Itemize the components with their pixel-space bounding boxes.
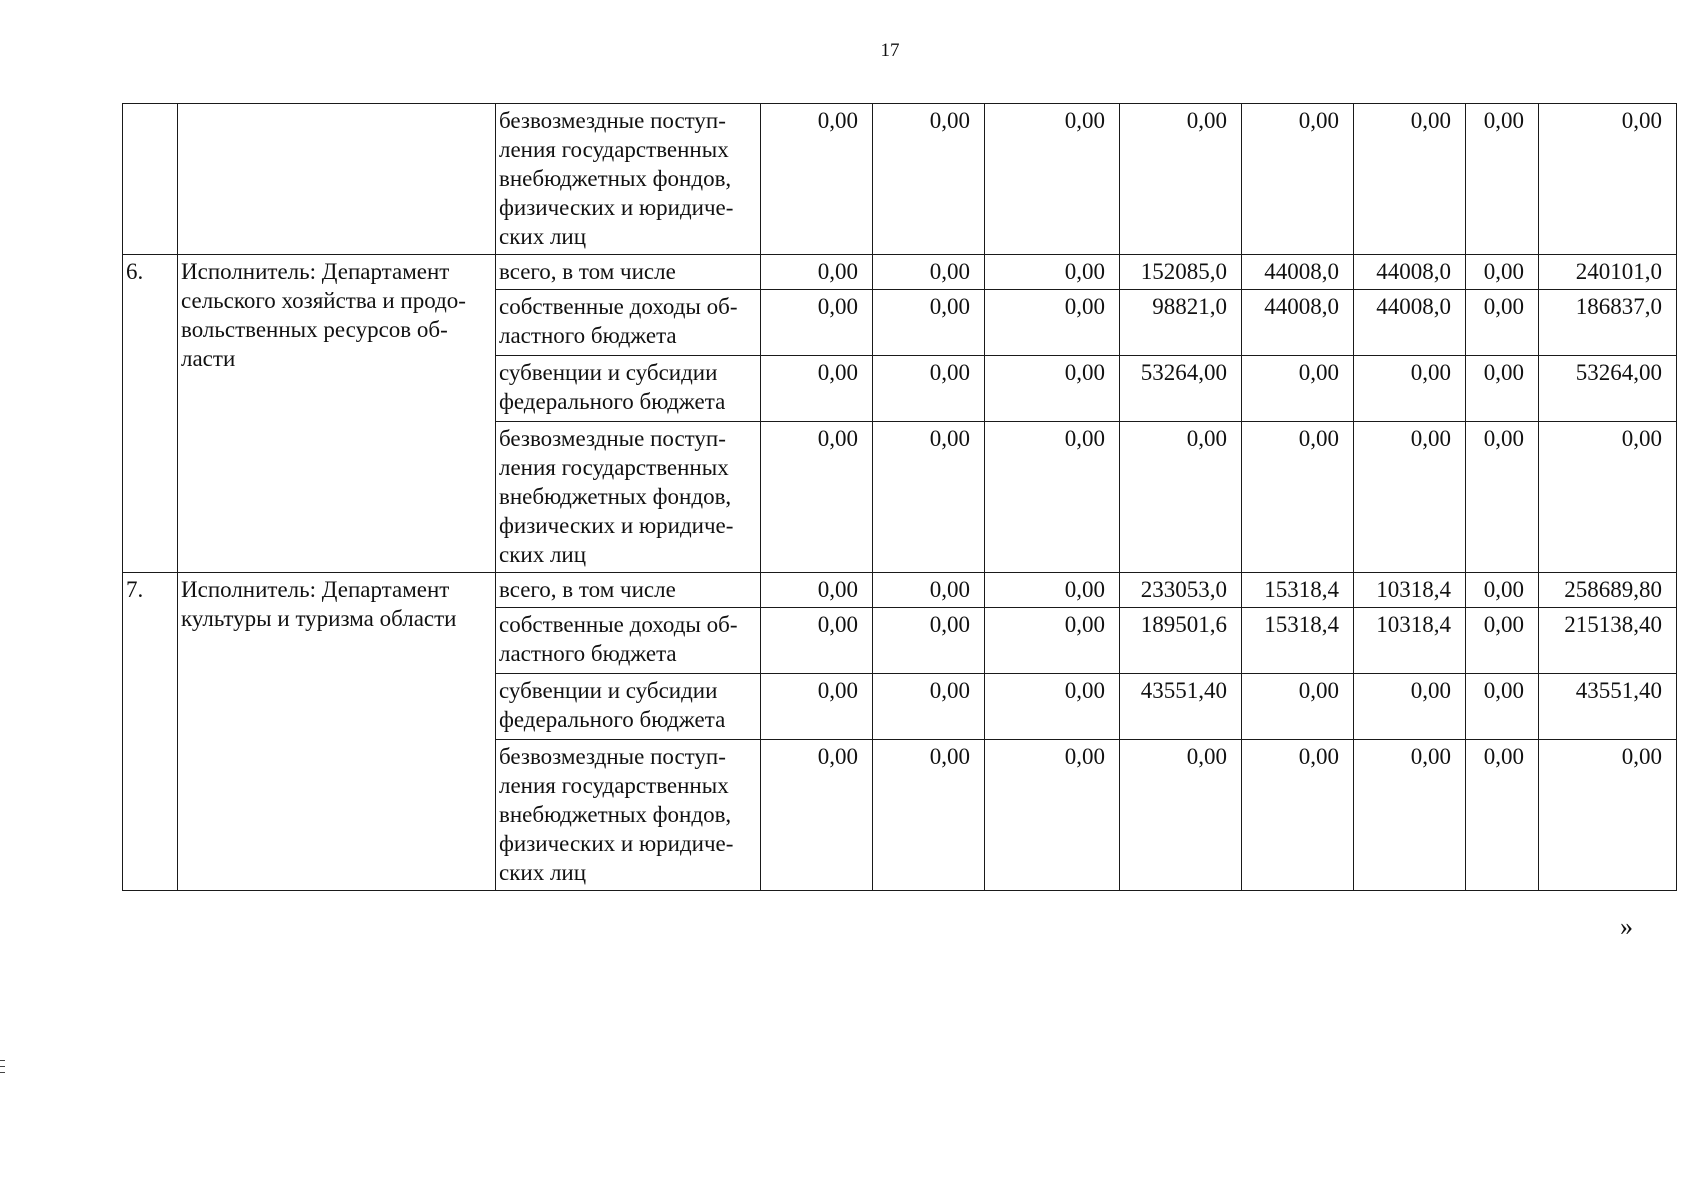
amount-cell: 0,00 (761, 608, 873, 674)
funding-source-cell: субвенции и субсидии федерального бюджета (496, 674, 761, 740)
amount-cell: 0,00 (873, 290, 985, 356)
executor-cell: Исполнитель: Департамент сельского хозяйства и продо-вольственных ресурсов об-ласти (178, 255, 496, 573)
amount-cell: 0,00 (761, 740, 873, 891)
funding-source-cell: субвенции и субсидии федерального бюджета (496, 356, 761, 422)
table-row (123, 255, 1677, 290)
amount-cell: 53264,00 (1120, 356, 1242, 422)
amount-cell: 0,00 (873, 573, 985, 608)
amount-cell: 0,00 (761, 573, 873, 608)
amount-cell: 15318,4 (1242, 608, 1354, 674)
amount-cell: 44008,0 (1354, 255, 1466, 290)
amount-cell: 0,00 (1539, 740, 1677, 891)
amount-cell: 0,00 (873, 356, 985, 422)
amount-cell: 0,00 (873, 740, 985, 891)
amount-cell: 0,00 (761, 422, 873, 573)
row-number-cell: 6. (123, 255, 178, 573)
amount-cell: 44008,0 (1354, 290, 1466, 356)
amount-cell: 98821,0 (1120, 290, 1242, 356)
funding-source-cell: всего, в том числе (496, 255, 761, 290)
amount-cell: 0,00 (761, 104, 873, 255)
row-number-cell: 7. (123, 573, 178, 891)
funding-source-cell: собственные доходы об-ластного бюджета (496, 608, 761, 674)
page-number: 17 (880, 40, 900, 61)
amount-cell: 0,00 (1242, 674, 1354, 740)
table-row (123, 104, 1677, 255)
amount-cell: 0,00 (1354, 356, 1466, 422)
amount-cell: 0,00 (985, 674, 1120, 740)
amount-cell: 0,00 (1354, 104, 1466, 255)
funding-source-cell: безвозмездные поступ-ления государственных внебюджетных фондов, физических и юридиче-ских лиц (496, 422, 761, 573)
funding-source-cell: безвозмездные поступ-ления государственных внебюджетных фондов, физических и юридиче-ских лиц (496, 104, 761, 255)
amount-cell: 43551,40 (1120, 674, 1242, 740)
amount-cell: 15318,4 (1242, 573, 1354, 608)
amount-cell: 0,00 (985, 608, 1120, 674)
amount-cell: 0,00 (1466, 740, 1539, 891)
amount-cell: 10318,4 (1354, 608, 1466, 674)
amount-cell: 240101,0 (1539, 255, 1677, 290)
amount-cell: 0,00 (1242, 356, 1354, 422)
amount-cell: 0,00 (1466, 356, 1539, 422)
executor-cell (178, 104, 496, 255)
amount-cell: 0,00 (873, 674, 985, 740)
amount-cell: 0,00 (1242, 422, 1354, 573)
amount-cell: 0,00 (1466, 608, 1539, 674)
amount-cell: 0,00 (873, 104, 985, 255)
amount-cell: 44008,0 (1242, 255, 1354, 290)
amount-cell: 44008,0 (1242, 290, 1354, 356)
amount-cell: 0,00 (1354, 674, 1466, 740)
amount-cell: 0,00 (1242, 740, 1354, 891)
amount-cell: 0,00 (761, 356, 873, 422)
funding-source-cell: собственные доходы об-ластного бюджета (496, 290, 761, 356)
budget-table (122, 103, 1677, 891)
amount-cell: 258689,80 (1539, 573, 1677, 608)
amount-cell: 43551,40 (1539, 674, 1677, 740)
funding-source-cell: всего, в том числе (496, 573, 761, 608)
amount-cell: 0,00 (1466, 290, 1539, 356)
executor-cell: Исполнитель: Департамент культуры и туризма области (178, 573, 496, 891)
amount-cell: 0,00 (1466, 255, 1539, 290)
amount-cell: 0,00 (1120, 104, 1242, 255)
amount-cell: 189501,6 (1120, 608, 1242, 674)
amount-cell: 0,00 (985, 356, 1120, 422)
amount-cell: 0,00 (1466, 674, 1539, 740)
row-number-cell (123, 104, 178, 255)
closing-quote-mark: » (1620, 912, 1633, 941)
amount-cell: 0,00 (873, 608, 985, 674)
amount-cell: 186837,0 (1539, 290, 1677, 356)
amount-cell: 215138,40 (1539, 608, 1677, 674)
amount-cell: 0,00 (985, 740, 1120, 891)
amount-cell: 0,00 (985, 422, 1120, 573)
amount-cell: 0,00 (1354, 740, 1466, 891)
amount-cell: 0,00 (1466, 422, 1539, 573)
amount-cell: 0,00 (873, 255, 985, 290)
amount-cell: 0,00 (985, 255, 1120, 290)
amount-cell: 0,00 (985, 573, 1120, 608)
amount-cell: 152085,0 (1120, 255, 1242, 290)
amount-cell: 10318,4 (1354, 573, 1466, 608)
amount-cell: 0,00 (985, 290, 1120, 356)
amount-cell: 0,00 (1242, 104, 1354, 255)
amount-cell: 0,00 (1466, 573, 1539, 608)
table-row (123, 573, 1677, 608)
amount-cell: 0,00 (1466, 104, 1539, 255)
amount-cell: 0,00 (1539, 422, 1677, 573)
amount-cell: 0,00 (761, 255, 873, 290)
amount-cell: 53264,00 (1539, 356, 1677, 422)
amount-cell: 0,00 (1354, 422, 1466, 573)
amount-cell: 0,00 (1120, 740, 1242, 891)
amount-cell: 0,00 (761, 674, 873, 740)
amount-cell: 0,00 (1539, 104, 1677, 255)
funding-source-cell: безвозмездные поступ-ления государственных внебюджетных фондов, физических и юридиче-ских лиц (496, 740, 761, 891)
amount-cell: 0,00 (761, 290, 873, 356)
margin-scan-marks (0, 1060, 6, 1078)
amount-cell: 0,00 (1120, 422, 1242, 573)
amount-cell: 0,00 (873, 422, 985, 573)
amount-cell: 0,00 (985, 104, 1120, 255)
amount-cell: 233053,0 (1120, 573, 1242, 608)
